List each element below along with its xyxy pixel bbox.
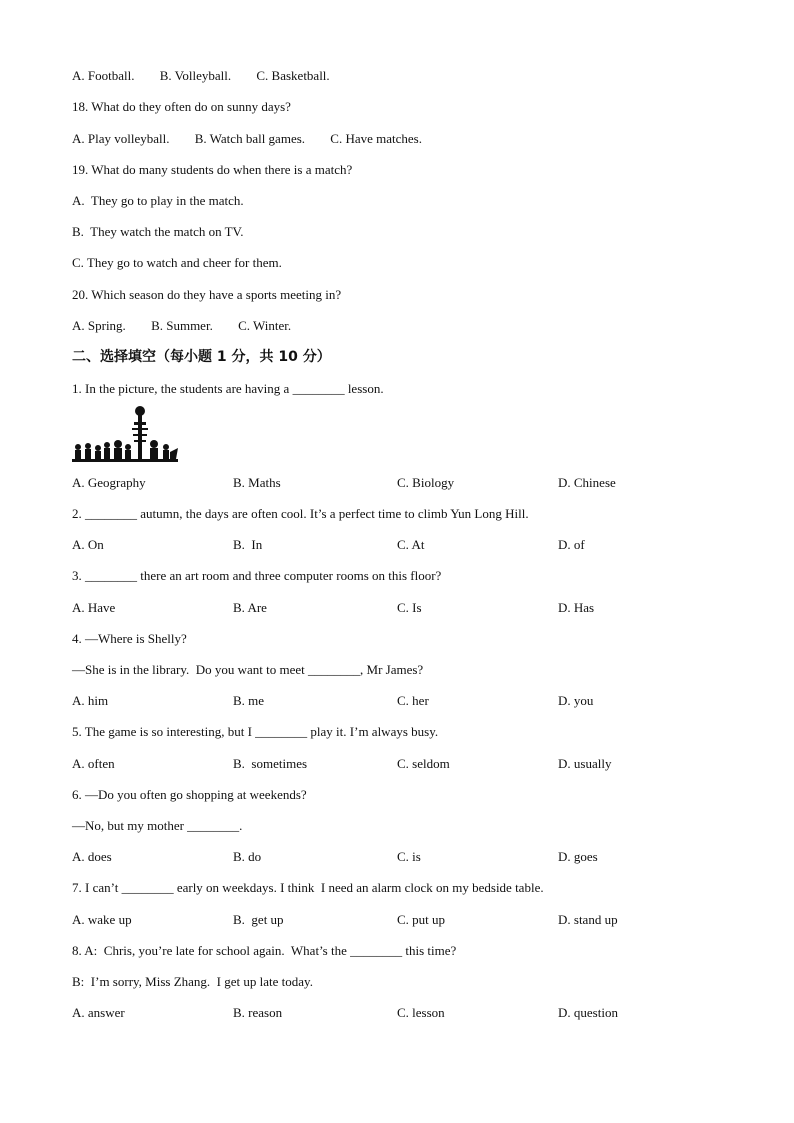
option: A. Have	[72, 600, 116, 615]
question-text: 2. ________ autumn, the days are often cool. It’s a perfect time to climb Yun Long Hill.	[72, 506, 529, 521]
option: C. put up	[397, 912, 446, 927]
question-text: 5. The game is so interesting, but I ________ play it. I’m always busy.	[72, 724, 439, 739]
option: B. me	[233, 693, 265, 708]
option: D. stand up	[558, 912, 618, 927]
question-text: B: I’m sorry, Miss Zhang. I get up late today.	[72, 974, 313, 989]
question-text: 18. What do they often do on sunny days?	[72, 99, 291, 114]
option: C. Basketball.	[256, 68, 330, 83]
question-text: —She is in the library. Do you want to meet ________, Mr James?	[72, 662, 424, 677]
question-text: —No, but my mother ________.	[72, 818, 243, 833]
option: D. goes	[558, 849, 598, 864]
option: B. get up	[233, 912, 284, 927]
option: B. In	[233, 537, 263, 552]
option: A. They go to play in the match.	[72, 193, 244, 208]
section-heading: 二、选择填空（每小题 1 分，共 10 分）	[72, 349, 331, 365]
option: D. of	[558, 537, 585, 552]
option: C. seldom	[397, 756, 450, 771]
option: B. Volleyball.	[159, 68, 232, 83]
option: B. Maths	[233, 475, 281, 490]
option: A. often	[72, 756, 115, 771]
option: B. Are	[233, 600, 267, 615]
question-text: 8. A: Chris, you’re late for school again. What’s the ________ this time?	[72, 943, 457, 958]
option: C. At	[397, 537, 425, 552]
option: B. Summer.	[151, 318, 213, 333]
option: A. Spring.	[72, 318, 126, 333]
option: D. you	[558, 693, 594, 708]
option: C. Is	[397, 600, 422, 615]
question-text: 1. In the picture, the students are having a ________ lesson.	[72, 381, 384, 396]
option: A. answer	[72, 1005, 125, 1020]
option: D. usually	[558, 756, 612, 771]
option: A. Geography	[72, 475, 146, 490]
question-text: 3. ________ there an art room and three computer rooms on this floor?	[72, 568, 442, 583]
option: B. sometimes	[233, 756, 308, 771]
option: B. They watch the match on TV.	[72, 224, 244, 239]
question-text: 7. I can’t ________ early on weekdays. I think I need an alarm clock on my bedside table.	[72, 880, 544, 895]
option: C. Winter.	[238, 318, 292, 333]
option: A. does	[72, 849, 112, 864]
option: C. lesson	[397, 1005, 445, 1020]
q20-options	[72, 318, 313, 334]
option: B. reason	[233, 1005, 283, 1020]
option: D. question	[558, 1005, 618, 1020]
option: D. Has	[558, 600, 595, 615]
q18-options	[72, 131, 444, 147]
option: A. On	[72, 537, 104, 552]
option: A. Football.	[72, 68, 135, 83]
option: A. him	[72, 693, 109, 708]
option: A. wake up	[72, 912, 132, 927]
question-text: 19. What do many students do when there is a match?	[72, 162, 353, 177]
students-silhouette-image	[72, 404, 180, 466]
option: C. Biology	[397, 475, 455, 490]
option: C. They go to watch and cheer for them.	[72, 255, 282, 270]
question-text: 20. Which season do they have a sports meeting in?	[72, 287, 342, 302]
option: C. her	[397, 693, 429, 708]
option: B. do	[233, 849, 262, 864]
q17-options	[72, 68, 352, 84]
option: B. Watch ball games.	[194, 131, 306, 146]
option: D. Chinese	[558, 475, 616, 490]
option: C. is	[397, 849, 421, 864]
option: C. Have matches.	[330, 131, 422, 146]
option: A. Play volleyball.	[72, 131, 170, 146]
question-text: 6. —Do you often go shopping at weekends?	[72, 787, 307, 802]
question-text: 4. —Where is Shelly?	[72, 631, 187, 646]
